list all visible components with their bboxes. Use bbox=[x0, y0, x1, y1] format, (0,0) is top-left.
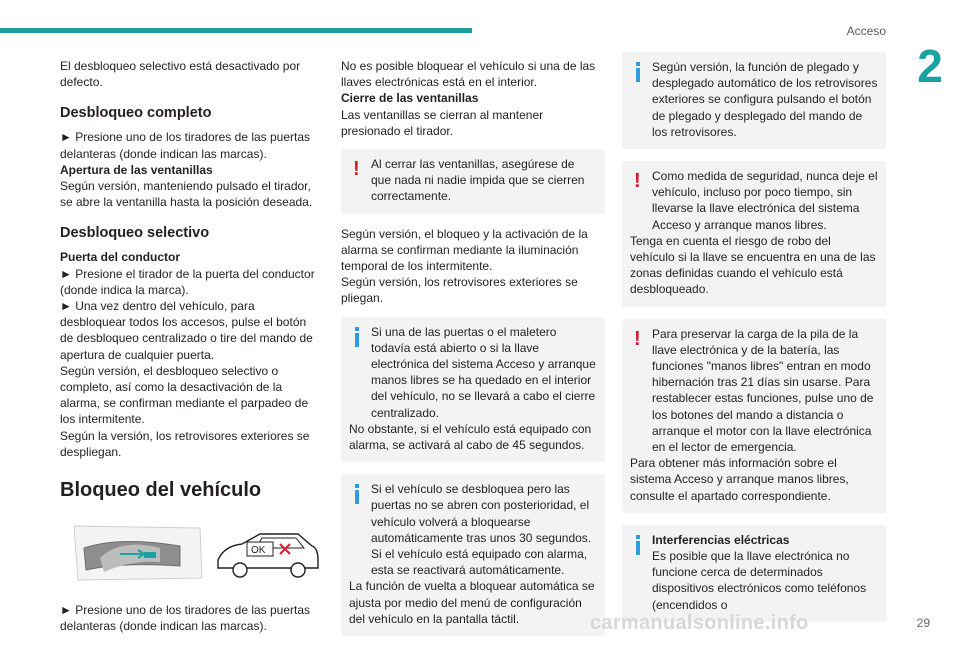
warning-icon: ! bbox=[353, 158, 360, 181]
heading-desbloqueo-completo: Desbloqueo completo bbox=[60, 105, 212, 122]
warning-text: Para preservar la carga de la pila de la llave electrónica y de la batería, las funciones "manos libres" entran en modo hibernación tras 21 días sin usarse. Para restablecer estas funciones, pulse uno de los botones del mando a distancia o arranque el motor con la llave electrónica en el lector de emergencia. bbox=[652, 326, 874, 455]
info-text: Es posible que la llave electrónica no funcione cerca de determinados dispositivos electrónicos como teléfonos (encendidos o bbox=[652, 549, 867, 612]
paragraph: ► Presione el tirador de la puerta del conductor (donde indica la marca). bbox=[60, 266, 315, 297]
info-box bbox=[341, 317, 605, 463]
paragraph: ► Presione uno de los tiradores de las puertas delanteras (donde indican las marcas). bbox=[60, 603, 311, 634]
warning-icon: ! bbox=[634, 327, 641, 350]
watermark: carmanualsonline.info bbox=[590, 612, 809, 634]
column-3 bbox=[622, 52, 886, 634]
warning-text: Al cerrar las ventanillas, asegúrese de que nada ni nadie impida que se cierren correctamente. bbox=[371, 157, 585, 204]
info-icon bbox=[353, 327, 361, 347]
paragraph: Según la versión, los retrovisores exteriores se despliegan. bbox=[60, 428, 310, 459]
paragraph: No es posible bloquear el vehículo si una de las llaves electrónicas está en el interior. bbox=[341, 59, 596, 90]
lock-mark-icon bbox=[144, 552, 156, 558]
paragraph: Según versión, los retrovisores exteriores se pliegan. bbox=[341, 275, 578, 306]
info-text: Si el vehículo se desbloquea pero las puertas no se abren con posterioridad, el vehículo volverá a bloquearse automáticamente tras unos 30 segundos. Si el vehículo está equipado con alarma, esta se reactivará automáticamente. bbox=[371, 482, 592, 578]
subheading-apertura-ventanillas: Apertura de las ventanillas bbox=[60, 162, 213, 177]
paragraph: Según versión, el desbloqueo selectivo o completo, así como la desactivación de la alarma, se confirman mediante el parpadeo de los intermitente. bbox=[60, 363, 309, 427]
paragraph: Según versión, el bloqueo y la activación de la alarma se confirman mediante la iluminación temporal de los intermitente. bbox=[341, 226, 588, 274]
door-handle-illustration bbox=[60, 518, 322, 590]
subheading-puerta-conductor: Puerta del conductor bbox=[60, 250, 181, 265]
paragraph: Las ventanillas se cierran al mantener presionado el tirador. bbox=[341, 107, 544, 138]
door-handle-figure bbox=[60, 518, 322, 590]
paragraph: ► Una vez dentro del vehículo, para desbloquear todos los accesos, pulse el botón de desbloqueo centralizado o tire del mando de apertura de cualquier puerta. bbox=[60, 299, 313, 362]
info-text: No obstante, si el vehículo está equipado con alarma, se activará al cabo de 45 segundos. bbox=[349, 421, 592, 453]
chapter-number: 2 bbox=[900, 40, 960, 92]
page-number: 29 bbox=[916, 616, 930, 630]
section-label: Acceso bbox=[846, 24, 886, 38]
warning-icon: ! bbox=[634, 170, 641, 193]
info-text: La función de vuelta a bloquear automática se ajusta por medio del menú de configuración del vehículo en la pantalla táctil. bbox=[349, 579, 595, 626]
info-box bbox=[341, 474, 605, 636]
info-box bbox=[622, 525, 886, 622]
warning-text: Para obtener más información sobre el sistema Acceso y arranque manos libres, consulte el apartado correspondiente. bbox=[630, 456, 849, 503]
info-text: Según versión, la función de plegado y desplegado automático de los retrovisores exteriores se configura pulsando el botón de plegado y desplegado del mando de los retrovisores. bbox=[652, 60, 878, 139]
column-1 bbox=[60, 58, 322, 634]
info-text: Si una de las puertas o el maletero todavía está abierto o si la llave electrónica del sistema Acceso y arranque manos libres se ha quedado en el interior del vehículo, no se llevará a cabo el cierre centralizado. bbox=[371, 324, 596, 420]
warning-box bbox=[622, 319, 886, 513]
warning-box bbox=[341, 149, 605, 214]
column-2 bbox=[341, 58, 605, 648]
info-icon bbox=[353, 484, 361, 504]
paragraph: El desbloqueo selectivo está desactivado por defecto. bbox=[60, 59, 301, 90]
warning-text: Tenga en cuenta el riesgo de robo del vehículo si la llave se encuentra en una de las zonas definidas cuando el vehículo está desbloqueado. bbox=[630, 233, 876, 297]
paragraph: ► Presione uno de los tiradores de las puertas delanteras (donde indican las marcas). bbox=[60, 130, 311, 161]
paragraph: Según versión, manteniendo pulsado el tirador, se abre la ventanilla hasta la posición deseada. bbox=[60, 179, 313, 210]
info-box bbox=[622, 52, 886, 149]
warning-box bbox=[622, 161, 886, 307]
heading-bloqueo-vehiculo: Bloqueo del vehículo bbox=[60, 479, 262, 502]
info-icon bbox=[634, 535, 642, 555]
info-title: Interferencias eléctricas bbox=[652, 532, 790, 547]
ok-label: OK bbox=[251, 545, 266, 557]
info-icon bbox=[634, 62, 642, 82]
subheading-cierre-ventanillas: Cierre de las ventanillas bbox=[341, 91, 479, 106]
heading-desbloqueo-selectivo: Desbloqueo selectivo bbox=[60, 225, 210, 242]
header-accent-bar bbox=[0, 28, 472, 33]
warning-text: Como medida de seguridad, nunca deje el vehículo, incluso por poco tiempo, sin llevarse la llave electrónica del sistema Acceso y arranque manos libres. bbox=[652, 169, 878, 232]
